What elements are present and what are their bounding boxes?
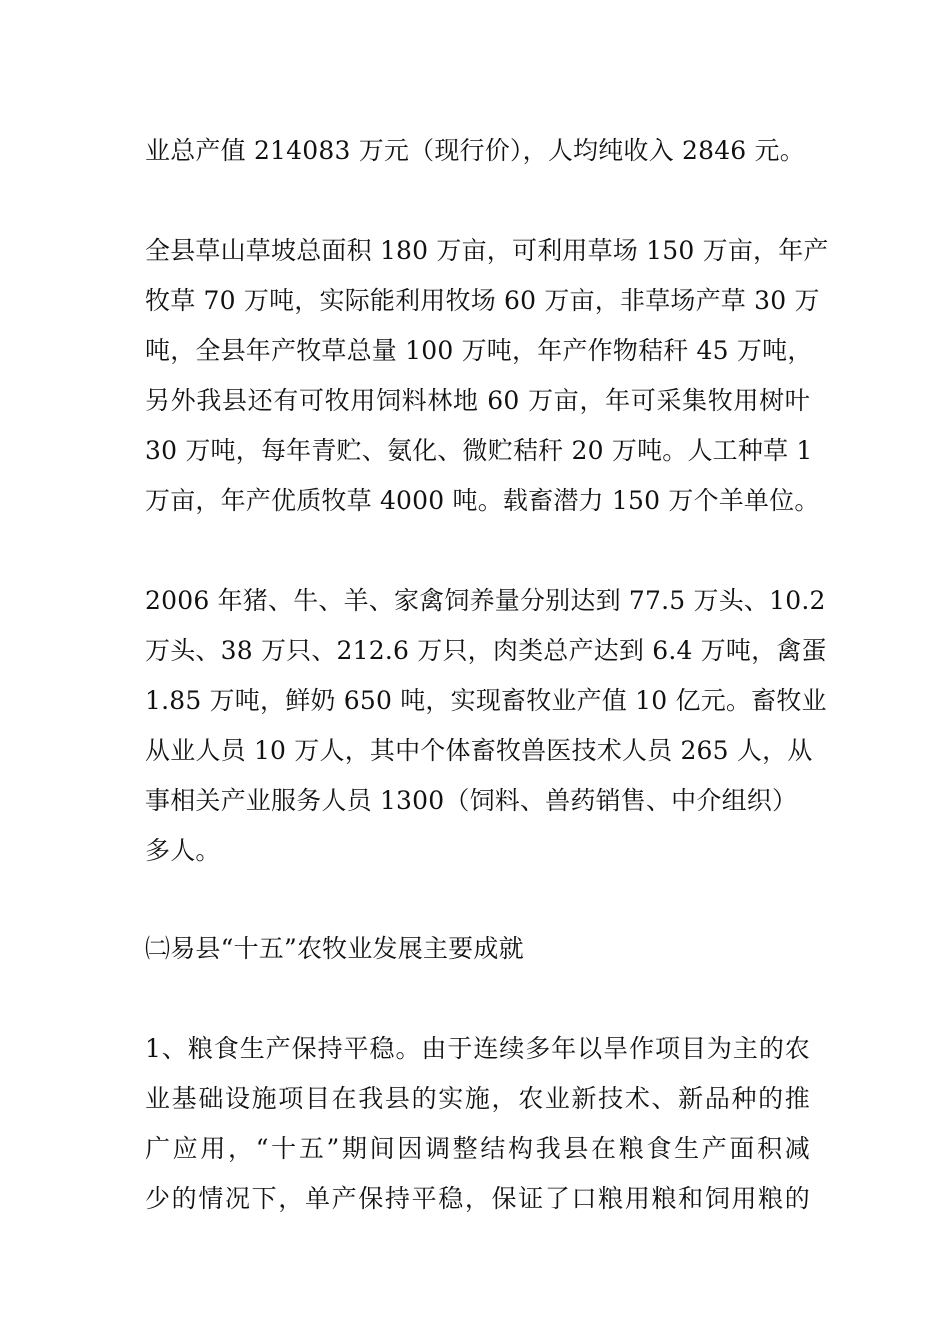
text-line: 业总产值 214083 万元（现行价），人均纯收入 2846 元。 <box>145 136 805 165</box>
text-line: 牧草 70 万吨，实际能利用牧场 60 万亩，非草场产草 30 万 <box>145 286 820 315</box>
text-line: 万头、38 万只、212.6 万只，肉类总产达到 6.4 万吨，禽蛋 <box>145 636 827 665</box>
text-line: 30 万吨，每年青贮、氨化、微贮秸秆 20 万吨。人工种草 1 <box>145 436 813 465</box>
text-line: 另外我县还有可牧用饲料林地 60 万亩，年可采集牧用树叶 <box>145 386 810 415</box>
text-line: 2006 年猪、牛、羊、家禽饲养量分别达到 77.5 万头、10.2 <box>145 586 826 615</box>
text-line: 全县草山草坡总面积 180 万亩，可利用草场 150 万亩，年产 <box>145 236 829 265</box>
text-line: 1.85 万吨，鲜奶 650 吨，实现畜牧业产值 10 亿元。畜牧业 <box>145 686 827 715</box>
text-line: 从业人员 10 万人，其中个体畜牧兽医技术人员 265 人，从 <box>145 736 813 765</box>
text-line: 少的情况下，单产保持平稳，保证了口粮用粮和饲用粮的 <box>145 1184 810 1213</box>
text-line: 1、粮食生产保持平稳。由于连续多年以旱作项目为主的农 <box>145 1034 810 1063</box>
text-line: 吨，全县年产牧草总量 100 万吨，年产作物秸秆 45 万吨， <box>145 336 813 365</box>
section-heading: ㈡易县“十五”农牧业发展主要成就 <box>145 934 524 963</box>
text-line: 业基础设施项目在我县的实施，农业新技术、新品种的推 <box>145 1084 810 1113</box>
text-line: 广应用，“十五”期间因调整结构我县在粮食生产面积减 <box>145 1134 810 1163</box>
text-line: 多人。 <box>145 836 221 865</box>
text-line: 事相关产业服务人员 1300（饲料、兽药销售、中介组织） <box>145 786 798 815</box>
text-line: 万亩，年产优质牧草 4000 吨。载畜潜力 150 万个羊单位。 <box>145 486 820 515</box>
